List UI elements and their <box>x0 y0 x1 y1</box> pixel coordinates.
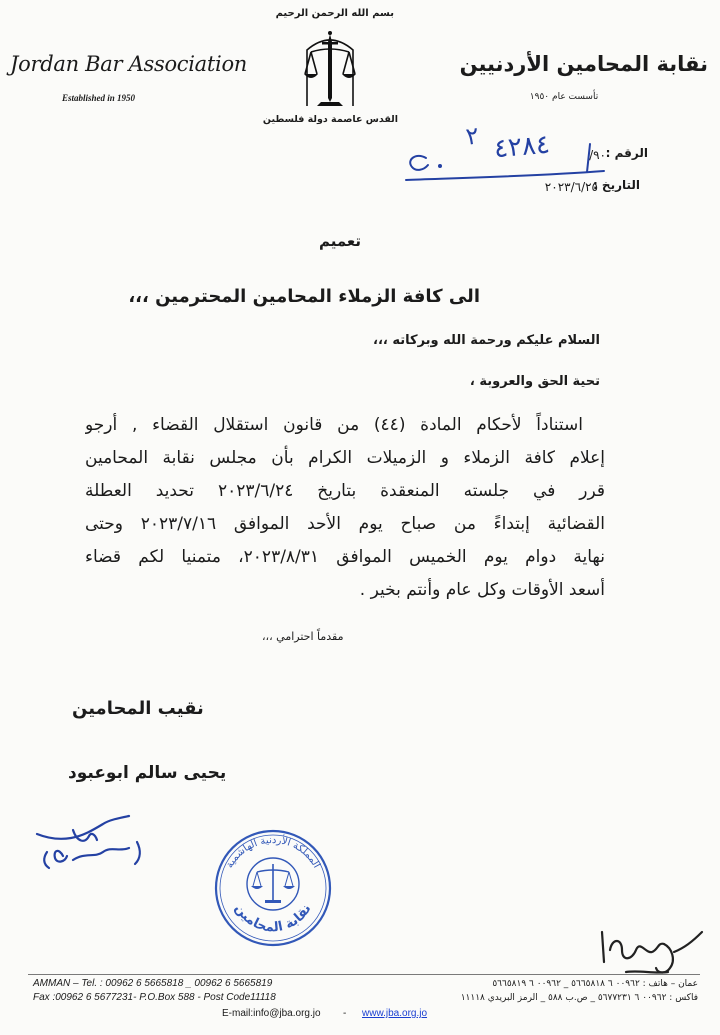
association-name-en: Jordan Bar Association <box>10 52 248 76</box>
body-line: نهاية دوام يوم الخميس الموافق ٢٠٢٣/٨/٣١، متمنيا لكم قضاء <box>85 547 605 567</box>
jerusalem-motto: القدس عاصمة دولة فلسطين <box>262 114 398 125</box>
footer-contact-en <box>33 977 276 1005</box>
footer-en-line: AMMAN – Tel. : 00962 6 5665818 _ 00962 6 5665819 <box>33 978 273 989</box>
blue-signature-icon <box>33 812 148 874</box>
association-seal-icon <box>213 828 333 948</box>
handwritten-reference-number: ٤٢٨٤ <box>492 129 552 165</box>
footer-ar-line: عمان – هاتف : ٠٠٩٦٢ ٦ ٥٦٦٥٨١٨ _ ٠٠٩٦٢ ٦ ٥٦٦٥٨١٩ <box>492 979 698 989</box>
body-line: أسعد الأوقات وكل عام وأنتم بخير . <box>359 580 605 600</box>
greeting: السلام عليكم ورحمة الله وبركاته ،،، <box>373 333 600 348</box>
seal-center-textpath: نقابة المحامين <box>231 901 315 936</box>
body-line: قرر في جلسته المنعقدة بتاريخ ٢٠٢٣/٦/٢٤ تحديد العطلة <box>85 481 605 501</box>
handwritten-scribble-icon <box>400 128 610 188</box>
body-line: إعلام كافة الزملاء و الزميلات الكرام بأن مجلس نقابة المحامين <box>85 448 605 468</box>
signatory-name: يحيى سالم ابوعبود <box>68 763 227 783</box>
footer-separator: - <box>343 1008 347 1019</box>
seal-center-text <box>232 902 315 936</box>
established-en: Established in 1950 <box>62 93 136 103</box>
footer-contact-ar <box>461 977 698 1005</box>
date-value: ٢٠٢٣/٦/٢٥ <box>544 180 598 194</box>
circular-body <box>85 409 605 607</box>
body-line: القضائية إبتداءً من صباح يوم الأحد الموافق ٢٠٢٣/٧/١٦ وحتى <box>85 514 605 534</box>
reference-label: الرقم : <box>605 146 648 160</box>
closing: مقدماً احترامي ،،، <box>262 630 344 643</box>
scales-sword-emblem-icon <box>299 28 361 112</box>
established-ar: تأسست عام ١٩٥٠ <box>529 92 599 102</box>
footer-website-link[interactable]: www.jba.org.jo <box>362 1008 428 1019</box>
body-line: استناداً لأحكام المادة (٤٤) من قانون استقلال القضاء , أرجو <box>85 415 583 435</box>
bismillah: بسم الله الرحمن الرحيم <box>275 8 394 19</box>
footer-email[interactable]: E-mail:info@jba.org.jo <box>222 1008 321 1019</box>
footer-en-line: Fax :00962 6 5677231- P.O.Box 588 - Post Code11118 <box>33 992 276 1003</box>
signatory-title: نقيب المحامين <box>72 698 204 719</box>
seal-ring-textpath: المملكة الأردنية الهاشمية <box>224 834 322 871</box>
second-signature-icon <box>596 918 706 980</box>
handwritten-reference-suffix: ٢ <box>464 121 481 151</box>
association-name-ar: نقابة المحامين الأردنيين <box>459 52 708 76</box>
addressee: الى كافة الزملاء المحامين المحترمين ،،، <box>128 286 480 307</box>
footer-divider <box>28 974 700 975</box>
footer-ar-line: فاكس : ٠٠٩٦٢ ٦ ٥٦٧٧٢٣١ _ ص.ب ٥٨٨ _ الرمز البريدي ١١١١٨ <box>460 993 698 1003</box>
circular-title: تعميم <box>318 232 362 250</box>
date-label: التاريخ : <box>592 178 640 192</box>
salute: تحية الحق والعروبة ، <box>469 374 600 389</box>
reference-prefix: ٩٠/ <box>589 148 606 162</box>
